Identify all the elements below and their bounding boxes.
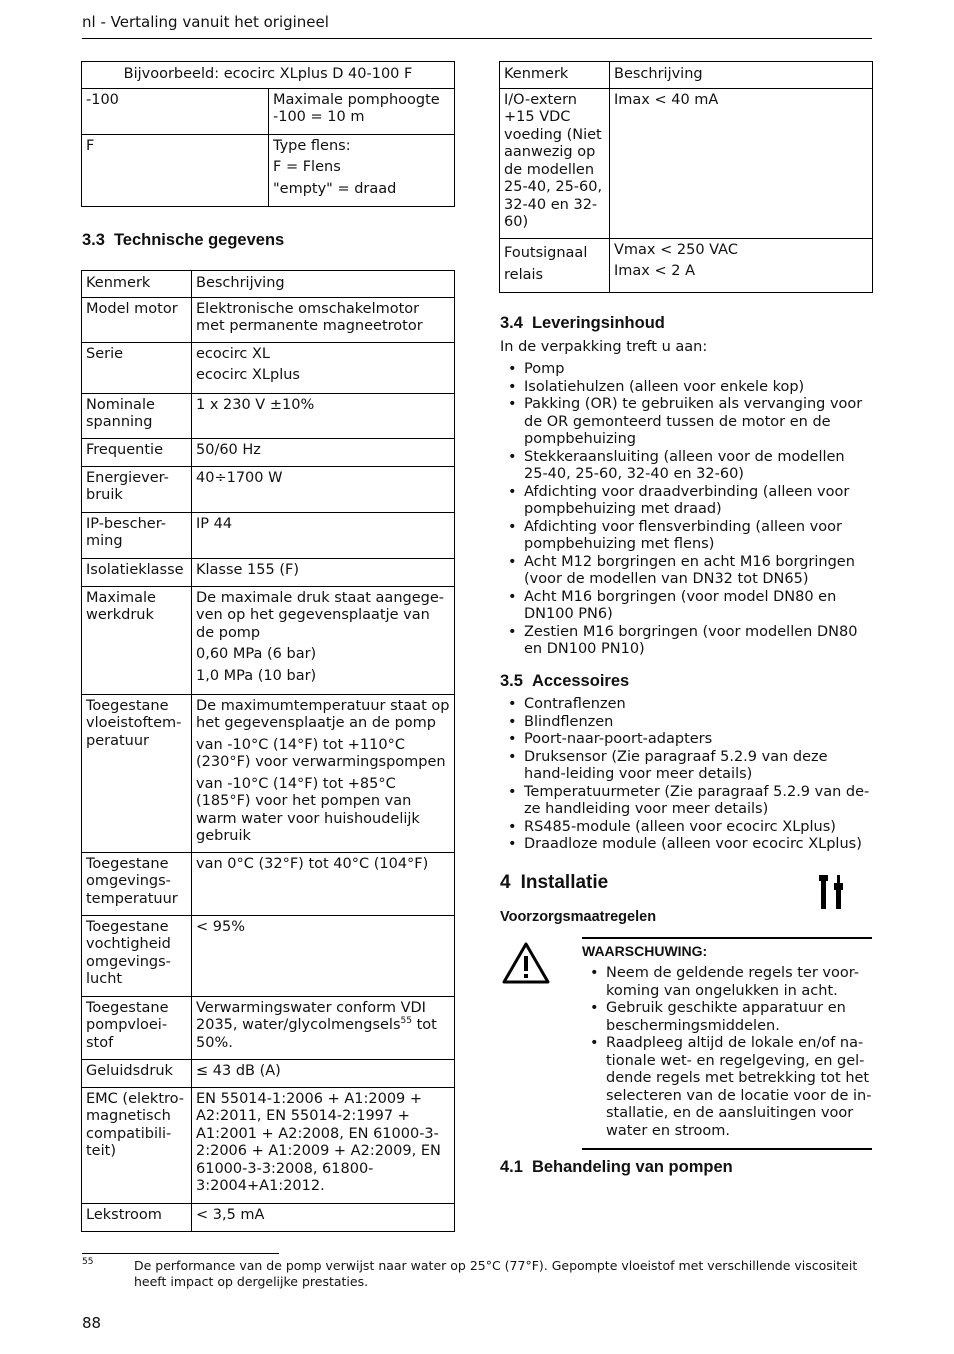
tech-key: Toegestane vloeistoftem-peratuur <box>82 694 192 852</box>
header-rule <box>82 38 872 39</box>
tech-key: Isolatieklasse <box>82 558 192 586</box>
tech-header-kenmerk: Kenmerk <box>82 271 192 298</box>
table-row <box>82 558 455 586</box>
table-row <box>82 694 455 852</box>
right-header-beschrijving: Beschrijving <box>610 62 873 89</box>
table-row <box>82 393 455 438</box>
tech-table-wrap <box>81 270 455 1232</box>
list-item: • Pakking (OR) te gebruiken als vervanging voor de OR gemonteerd tussen de motor en de pompbehuizing <box>500 396 872 449</box>
table-row <box>500 238 873 292</box>
list-item: • Neem de geldende regels ter voor-koming van ongelukken in acht. <box>582 965 872 1000</box>
right-table <box>499 61 873 293</box>
warning-title: WAARSCHUWING: <box>582 943 708 959</box>
tech-table <box>81 270 455 1232</box>
list-item: • RS485-module (alleen voor ecocirc XLplus) <box>500 819 872 837</box>
table-row <box>82 466 455 512</box>
table-row <box>82 1203 455 1231</box>
warning-triangle-icon <box>501 941 551 985</box>
tech-value: < 95% <box>192 915 455 996</box>
list-item: • Draadloze module (alleen voor ecocirc XLplus) <box>500 836 872 854</box>
tools-icon <box>818 873 846 911</box>
accessories-list <box>500 696 872 854</box>
list-item: • Gebruik geschikte apparatuur en beschermingsmiddelen. <box>582 1000 872 1035</box>
list-item: • Pomp <box>500 361 872 379</box>
precautions-subheading: Voorzorgsmaatregelen <box>500 909 657 925</box>
footnote-ref[interactable]: 55 <box>400 1016 412 1027</box>
tech-key: Energiever-bruik <box>82 466 192 512</box>
tech-value: Verwarmingswater conform VDI 2035, water/glycolmengsels$^{55}$ tot 50%. <box>192 996 455 1059</box>
tech-key: Toegestane omgevings-temperatuur <box>82 852 192 915</box>
tech-value: Klasse 155 (F) <box>192 558 455 586</box>
table-row <box>82 1059 455 1087</box>
example-table <box>81 61 455 207</box>
tech-key: Toegestane pompvloei-stof <box>82 996 192 1059</box>
list-item: • Druksensor (Zie paragraaf 5.2.9 van deze hand-leiding voor meer details) <box>500 749 872 784</box>
tech-value: < 3,5 mA <box>192 1203 455 1231</box>
table-row <box>82 512 455 558</box>
list-item: • Zestien M16 borgringen (voor modellen DN80 en DN100 PN10) <box>500 624 872 659</box>
tech-value: ≤ 43 dB (A) <box>192 1059 455 1087</box>
tech-header-beschrijving: Beschrijving <box>192 271 455 298</box>
tech-key: Toegestane vochtigheid omgevings-lucht <box>82 915 192 996</box>
tech-key: IP-bescher-ming <box>82 512 192 558</box>
table-row <box>82 134 455 206</box>
list-item: • Acht M12 borgringen en acht M16 borgringen (voor de modellen van DN32 tot DN65) <box>500 554 872 589</box>
footnote-rule <box>82 1253 279 1254</box>
list-item: • Afdichting voor draadverbinding (alleen voor pompbehuizing met draad) <box>500 484 872 519</box>
section-4-1-heading: 4.1 Behandeling van pompen <box>500 1158 733 1176</box>
section-3-4-heading: 3.4 Leveringsinhoud <box>500 314 665 332</box>
tech-value: EN 55014-1:2006 + A1:2009 + A2:2011, EN 55014-2:1997 + A1:2001 + A2:2008, EN 61000-3-2:2006 + A1:2009 + A2:2009, EN 61000-3-3:2008, 61800-3:2004+A1:2012. <box>192 1087 455 1203</box>
right-table-wrap <box>499 61 873 293</box>
right-key: Foutsignaal relais <box>500 238 610 292</box>
footnote-text: De performance van de pomp verwijst naar water op 25°C (77°F). Gepompte vloeistof met verschillende viscositeit heeft impact op dergelijke prestaties. <box>134 1258 858 1289</box>
table-row <box>82 915 455 996</box>
tech-value: IP 44 <box>192 512 455 558</box>
tech-key: Geluidsdruk <box>82 1059 192 1087</box>
table-row <box>82 342 455 393</box>
tech-key: Model motor <box>82 297 192 342</box>
example-code: -100 <box>82 88 269 134</box>
right-value: Imax < 40 mA <box>610 88 873 238</box>
tech-key: Lekstroom <box>82 1203 192 1231</box>
tech-value: ecocirc XL ecocirc XLplus <box>192 342 455 393</box>
list-item: • Temperatuurmeter (Zie paragraaf 5.2.9 van de-ze handleiding voor meer details) <box>500 784 872 819</box>
right-header-kenmerk: Kenmerk <box>500 62 610 89</box>
section-3-3-heading: 3.3 Technische gegevens <box>82 231 285 249</box>
list-item: • Stekkeraansluiting (alleen voor de modellen 25-40, 25-60, 32-40 en 32-60) <box>500 449 872 484</box>
tech-key: Frequentie <box>82 438 192 466</box>
tech-key: EMC (elektro-magnetisch compatibili-teit) <box>82 1087 192 1203</box>
tech-value: De maximumtemperatuur staat op het gegevensplaatje an de pomp van -10°C (14°F) tot +110°C (230°F) voor verwarmingspompen van -10°C (14°F) tot +85°C (185°F) voor het pompen van warm water voor huishoudelijk gebruik <box>192 694 455 852</box>
table-row <box>82 586 455 694</box>
list-item: • Blindflenzen <box>500 714 872 732</box>
right-key: I/O-extern +15 VDC voeding (Niet aanwezig op de modellen 25-40, 25-60, 32-40 en 32-60) <box>500 88 610 238</box>
list-item: • Contraflenzen <box>500 696 872 714</box>
section-3-5-heading: 3.5 Accessoires <box>500 672 630 690</box>
table-row <box>82 1087 455 1203</box>
tech-key: Serie <box>82 342 192 393</box>
example-code: F <box>82 134 269 206</box>
table-row <box>82 438 455 466</box>
table-row <box>82 996 455 1059</box>
tech-value: Elektronische omschakelmotor met permanente magneetrotor <box>192 297 455 342</box>
running-header: nl - Vertaling vanuit het origineel <box>82 13 329 31</box>
section-3-4-intro: In de verpakking treft u aan: <box>500 339 708 355</box>
example-table-title: Bijvoorbeeld: ecocirc XLplus D 40-100 F <box>82 62 455 89</box>
warning-list <box>582 965 872 1140</box>
list-item: • Afdichting voor flensverbinding (alleen voor pompbehuizing met flens) <box>500 519 872 554</box>
tech-value: 1 x 230 V ±10% <box>192 393 455 438</box>
example-desc: Maximale pomphoogte -100 = 10 m <box>269 88 455 134</box>
example-table-wrap <box>81 61 455 207</box>
list-item: • Poort-naar-poort-adapters <box>500 731 872 749</box>
page-number: 88 <box>82 1314 102 1332</box>
footnote-number: 55 <box>82 1257 94 1267</box>
table-row <box>500 88 873 238</box>
tech-key: Maximale werkdruk <box>82 586 192 694</box>
list-item: • Raadpleeg altijd de lokale en/of na-tionale wet- en regelgeving, en gel-dende regels met betrekking tot het selecteren van de locatie voor de in-stallatie, en de aansluitingen voor water en stroom. <box>582 1035 872 1140</box>
table-row <box>82 297 455 342</box>
table-row <box>82 88 455 134</box>
delivery-list <box>500 361 872 659</box>
example-desc: Type flens: F = Flens "empty" = draad <box>269 134 455 206</box>
tech-key: Nominale spanning <box>82 393 192 438</box>
tech-value: De maximale druk staat aangege-ven op het gegevensplaatje van de pomp 0,60 MPa (6 bar) 1,0 MPa (10 bar) <box>192 586 455 694</box>
tech-value: 50/60 Hz <box>192 438 455 466</box>
list-item: • Isolatiehulzen (alleen voor enkele kop) <box>500 379 872 397</box>
table-row <box>82 852 455 915</box>
tech-value: van 0°C (32°F) tot 40°C (104°F) <box>192 852 455 915</box>
tech-value: 40÷1700 W <box>192 466 455 512</box>
list-item: • Acht M16 borgringen (voor model DN80 en DN100 PN6) <box>500 589 872 624</box>
section-4-heading: 4 Installatie <box>500 872 609 893</box>
right-value: Vmax < 250 VAC Imax < 2 A <box>610 238 873 292</box>
